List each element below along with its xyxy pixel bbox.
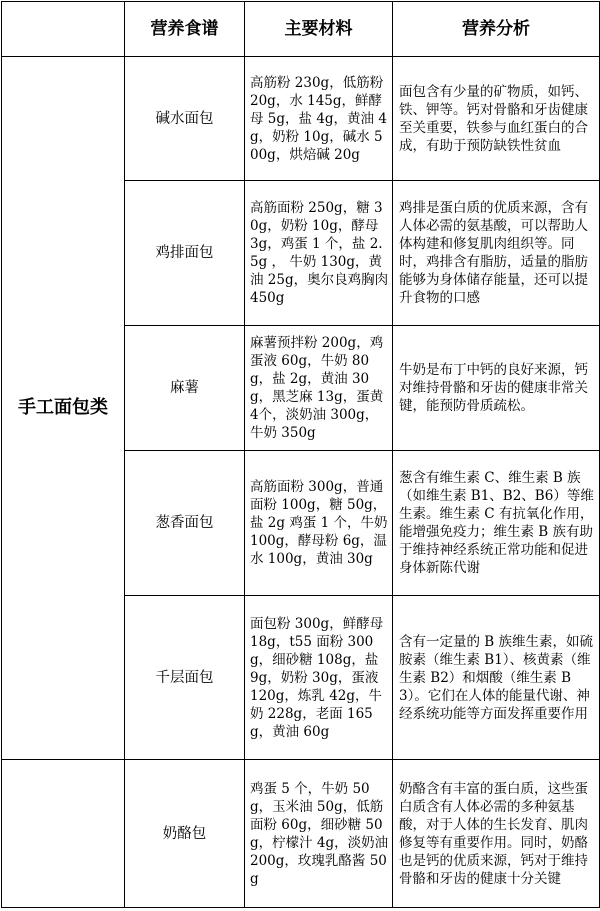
recipe-name: 鸡排面包 <box>125 181 245 326</box>
header-row <box>2 2 600 57</box>
nutrition-table <box>1 1 600 908</box>
recipe-name: 麻薯 <box>125 326 245 451</box>
analysis-cell: 牛奶是布丁中钙的良好来源，钙对维持骨骼和牙齿的健康非常关键，能预防骨质疏松。 <box>393 326 600 451</box>
materials-cell: 高筋面粉 300g，普通面粉 100g，糖 50g，盐 2g 鸡蛋 1 个，牛奶 100g，酵母粉 6g，温水 100g，黄油 30g <box>245 451 393 596</box>
recipe-name: 碱水面包 <box>125 57 245 181</box>
table-row <box>2 760 600 908</box>
table-row <box>2 57 600 181</box>
header-recipe: 营养食谱 <box>125 2 245 57</box>
header-category <box>2 2 125 57</box>
recipe-name: 葱香面包 <box>125 451 245 596</box>
materials-cell: 鸡蛋 5 个，牛奶 50g，玉米油 50g，低筋面粉 60g，细砂糖 50g，柠檬汁 4g，淡奶油 200g，玫瑰乳酪酱 50g <box>245 760 393 908</box>
analysis-cell: 葱含有维生素 C、维生素 B 族（如维生素 B1、B2、B6）等维生素。维生素 C 有抗氧化作用，能增强免疫力；维生素 B 族有助于维持神经系统正常功能和促进身体新陈代谢 <box>393 451 600 596</box>
materials-cell: 面包粉 300g，鲜酵母 18g，t55 面粉 300g，细砂糖 108g，盐 9g，奶粉 30g，蛋液 120g，炼乳 42g，牛奶 228g，老面 165g，黄油 60g <box>245 596 393 760</box>
materials-cell: 麻薯预拌粉 200g，鸡蛋液 60g，牛奶 80g，盐 2g，黄油 30g，黑芝麻 13g，蛋黄 4个，淡奶油 300g，牛奶 350g <box>245 326 393 451</box>
analysis-cell: 鸡排是蛋白质的优质来源，含有人体必需的氨基酸，可以帮助人体构建和修复肌肉组织等。同时，鸡排含有脂肪，适量的脂肪能够为身体储存能量，还可以提升食物的口感 <box>393 181 600 326</box>
category-cell-empty <box>2 760 125 908</box>
analysis-cell: 奶酪含有丰富的蛋白质，这些蛋白质含有人体必需的多种氨基酸，对于人体的生长发育、肌肉修复等有重要作用。同时，奶酪也是钙的优质来源，钙对于维持骨骼和牙齿的健康十分关键 <box>393 760 600 908</box>
header-analysis: 营养分析 <box>393 2 600 57</box>
category-cell: 手工面包类 <box>2 57 125 760</box>
materials-cell: 高筋面粉 250g，糖 30g，奶粉 10g，酵母 3g，鸡蛋 1 个，盐 2.5g ， 牛奶 130g，黄油 25g，奥尔良鸡胸肉 450g <box>245 181 393 326</box>
header-materials: 主要材料 <box>245 2 393 57</box>
recipe-name: 千层面包 <box>125 596 245 760</box>
materials-cell: 高筋粉 230g，低筋粉 20g，水 145g，鲜酵母 5g，盐 4g，黄油 4g，奶粉 10g，碱水 500g，烘焙碱 20g <box>245 57 393 181</box>
analysis-cell: 面包含有少量的矿物质，如钙、铁、钾等。钙对骨骼和牙齿健康至关重要，铁参与血红蛋白的合成，有助于预防缺铁性贫血 <box>393 57 600 181</box>
recipe-name: 奶酪包 <box>125 760 245 908</box>
analysis-cell: 含有一定量的 B 族维生素，如硫胺素（维生素 B1）、核黄素（维生素 B2）和烟酸（维生素 B3）。它们在人体的能量代谢、神经系统功能等方面发挥重要作用 <box>393 596 600 760</box>
